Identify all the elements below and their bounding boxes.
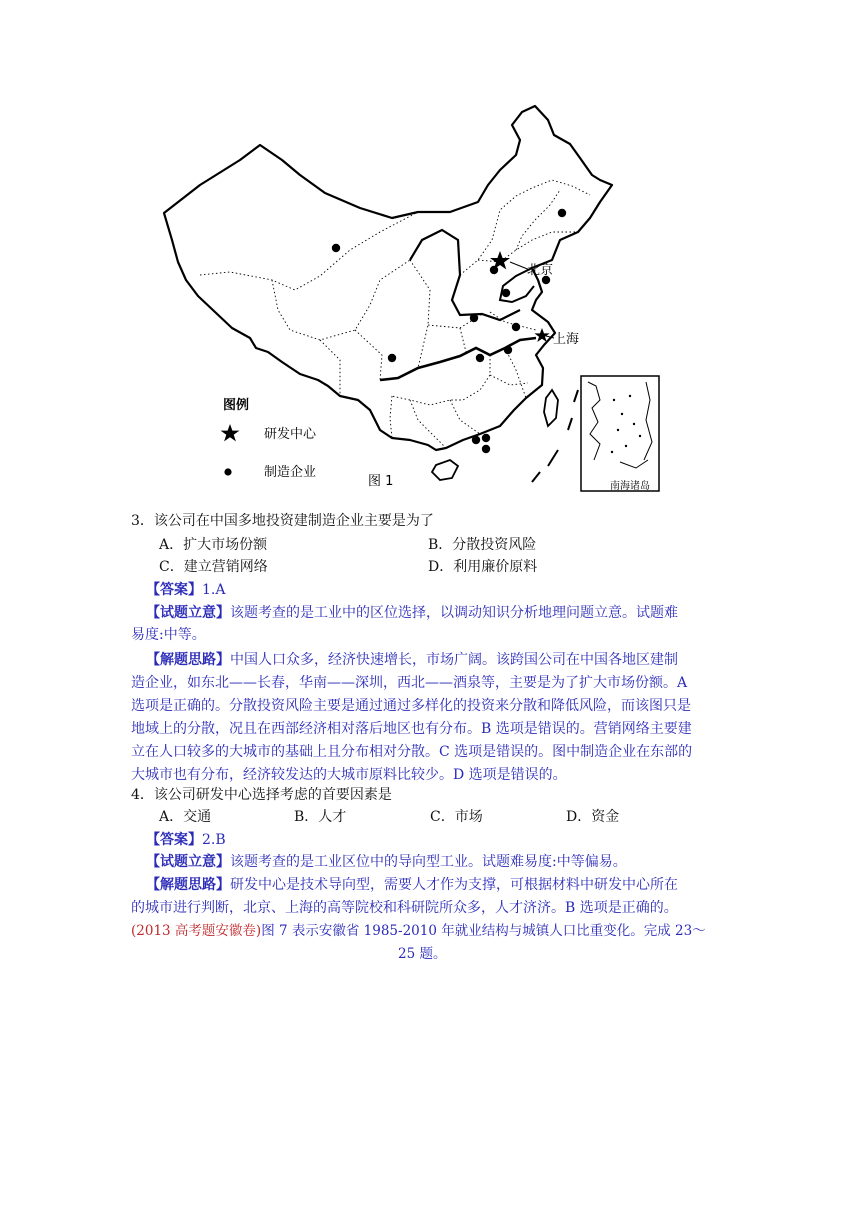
legend-dot-label: 制造企业 <box>264 465 317 480</box>
south-sea-inset <box>581 376 659 491</box>
factory-dot <box>482 434 490 442</box>
q3-analysis-line-4: 地域上的分散，况且在西部经济相对落后地区也有分布。B 选项是错误的。营销网络主要建 <box>131 721 692 737</box>
q4-option-c: C．市场 <box>430 809 483 825</box>
q3-answer <box>146 579 225 601</box>
q3-stem: 3．该公司在中国多地投资建制造企业主要是为了 <box>131 513 434 529</box>
factory-dot <box>512 323 520 331</box>
q4-option-a: A．交通 <box>159 809 212 825</box>
factory-dot <box>558 209 566 217</box>
q3-option-c: C．建立营销网络 <box>159 559 268 575</box>
factory-dot <box>332 244 340 252</box>
factory-dot <box>470 314 478 322</box>
inset-label: 南海诸岛 <box>610 481 650 492</box>
figure-1-map <box>160 100 700 500</box>
q3-option-b: B．分散投资风险 <box>428 537 537 553</box>
factory-dot <box>482 445 490 453</box>
factory-dot <box>504 346 512 354</box>
q4-option-d: D．资金 <box>566 809 620 825</box>
yangtze-river <box>380 338 536 380</box>
q4-answer <box>146 829 226 851</box>
intent-text: 该题考查的是工业区位中的导向型工业。试题难易度:中等偏易。 <box>230 854 627 870</box>
intent-tag: 【试题立意】 <box>146 854 230 870</box>
analysis-tag: 【解题思路】 <box>146 877 230 893</box>
taiwan-island <box>544 390 558 426</box>
q3-analysis-line-2: 造企业，如东北——长春，华南——深圳，西北——酒泉等，主要是为了扩大市场份额。A <box>131 675 688 691</box>
next-intro-text: 图 7 表示安徽省 1985-2010 年就业结构与城镇人口比重变化。完成 23～ <box>261 923 706 939</box>
answer-value: 2.B <box>202 832 226 848</box>
next-question-intro-line-2: 25 题。 <box>398 946 447 962</box>
intent-text: 该题考查的是工业中的区位选择，以调动知识分析地理问题立意。试题难 <box>230 605 678 621</box>
answer-tag: 【答案】 <box>146 582 202 598</box>
city-label-shanghai: 上海 <box>553 332 580 347</box>
factory-dot <box>388 354 396 362</box>
yellow-river <box>410 230 520 320</box>
figure-caption: 图 1 <box>368 474 394 489</box>
q3-analysis-line-3: 选项是正确的。分散投资风险主要是通过通过多样化的投资来分散和降低风险，而该图只是 <box>131 698 691 714</box>
q3-analysis-line-1 <box>146 649 678 671</box>
q4-option-b: B．人才 <box>294 809 347 825</box>
factory-dot <box>502 289 510 297</box>
city-label-beijing: 北京 <box>527 263 554 278</box>
source-tag: (2013 高考题安徽卷) <box>131 923 262 939</box>
analysis-text: 中国人口众多，经济快速增长，市场广阔。该跨国公司在中国各地区建制 <box>230 652 678 668</box>
q4-stem: 4．该公司研发中心选择考虑的首要因素是 <box>131 787 392 803</box>
hainan-island <box>432 460 458 480</box>
legend-dot-icon <box>224 468 231 475</box>
legend-title: 图例 <box>223 398 250 413</box>
analysis-text: 研发中心是技术导向型，需要人才作为支撑，可根据材料中研发中心所在 <box>230 877 678 893</box>
q3-intent-line-2: 易度:中等。 <box>131 627 206 643</box>
q3-analysis-line-5: 立在人口较多的大城市的基础上且分布相对分散。C 选项是错误的。图中制造企业在东部的 <box>131 744 693 760</box>
q4-analysis-line-2: 的城市进行判断，北京、上海的高等院校和科研院所众多，人才济济。B 选项是正确的。 <box>131 900 678 916</box>
legend-star-label: 研发中心 <box>264 427 317 442</box>
q3-analysis-line-6: 大城市也有分布，经济较发达的大城市原料比较少。D 选项是错误的。 <box>131 767 567 783</box>
factory-dot <box>476 354 484 362</box>
q3-option-a: A．扩大市场份额 <box>159 537 268 553</box>
q3-intent-line-1 <box>146 602 678 624</box>
intent-tag: 【试题立意】 <box>146 605 230 621</box>
next-question-intro <box>131 920 706 942</box>
answer-tag: 【答案】 <box>146 832 202 848</box>
q3-option-d: D．利用廉价原料 <box>428 559 538 575</box>
factory-dot <box>472 436 480 444</box>
q4-analysis-line-1 <box>146 874 678 896</box>
analysis-tag: 【解题思路】 <box>146 652 230 668</box>
answer-value: 1.A <box>202 582 226 598</box>
legend-star-icon <box>221 424 240 441</box>
q4-intent <box>146 851 627 873</box>
